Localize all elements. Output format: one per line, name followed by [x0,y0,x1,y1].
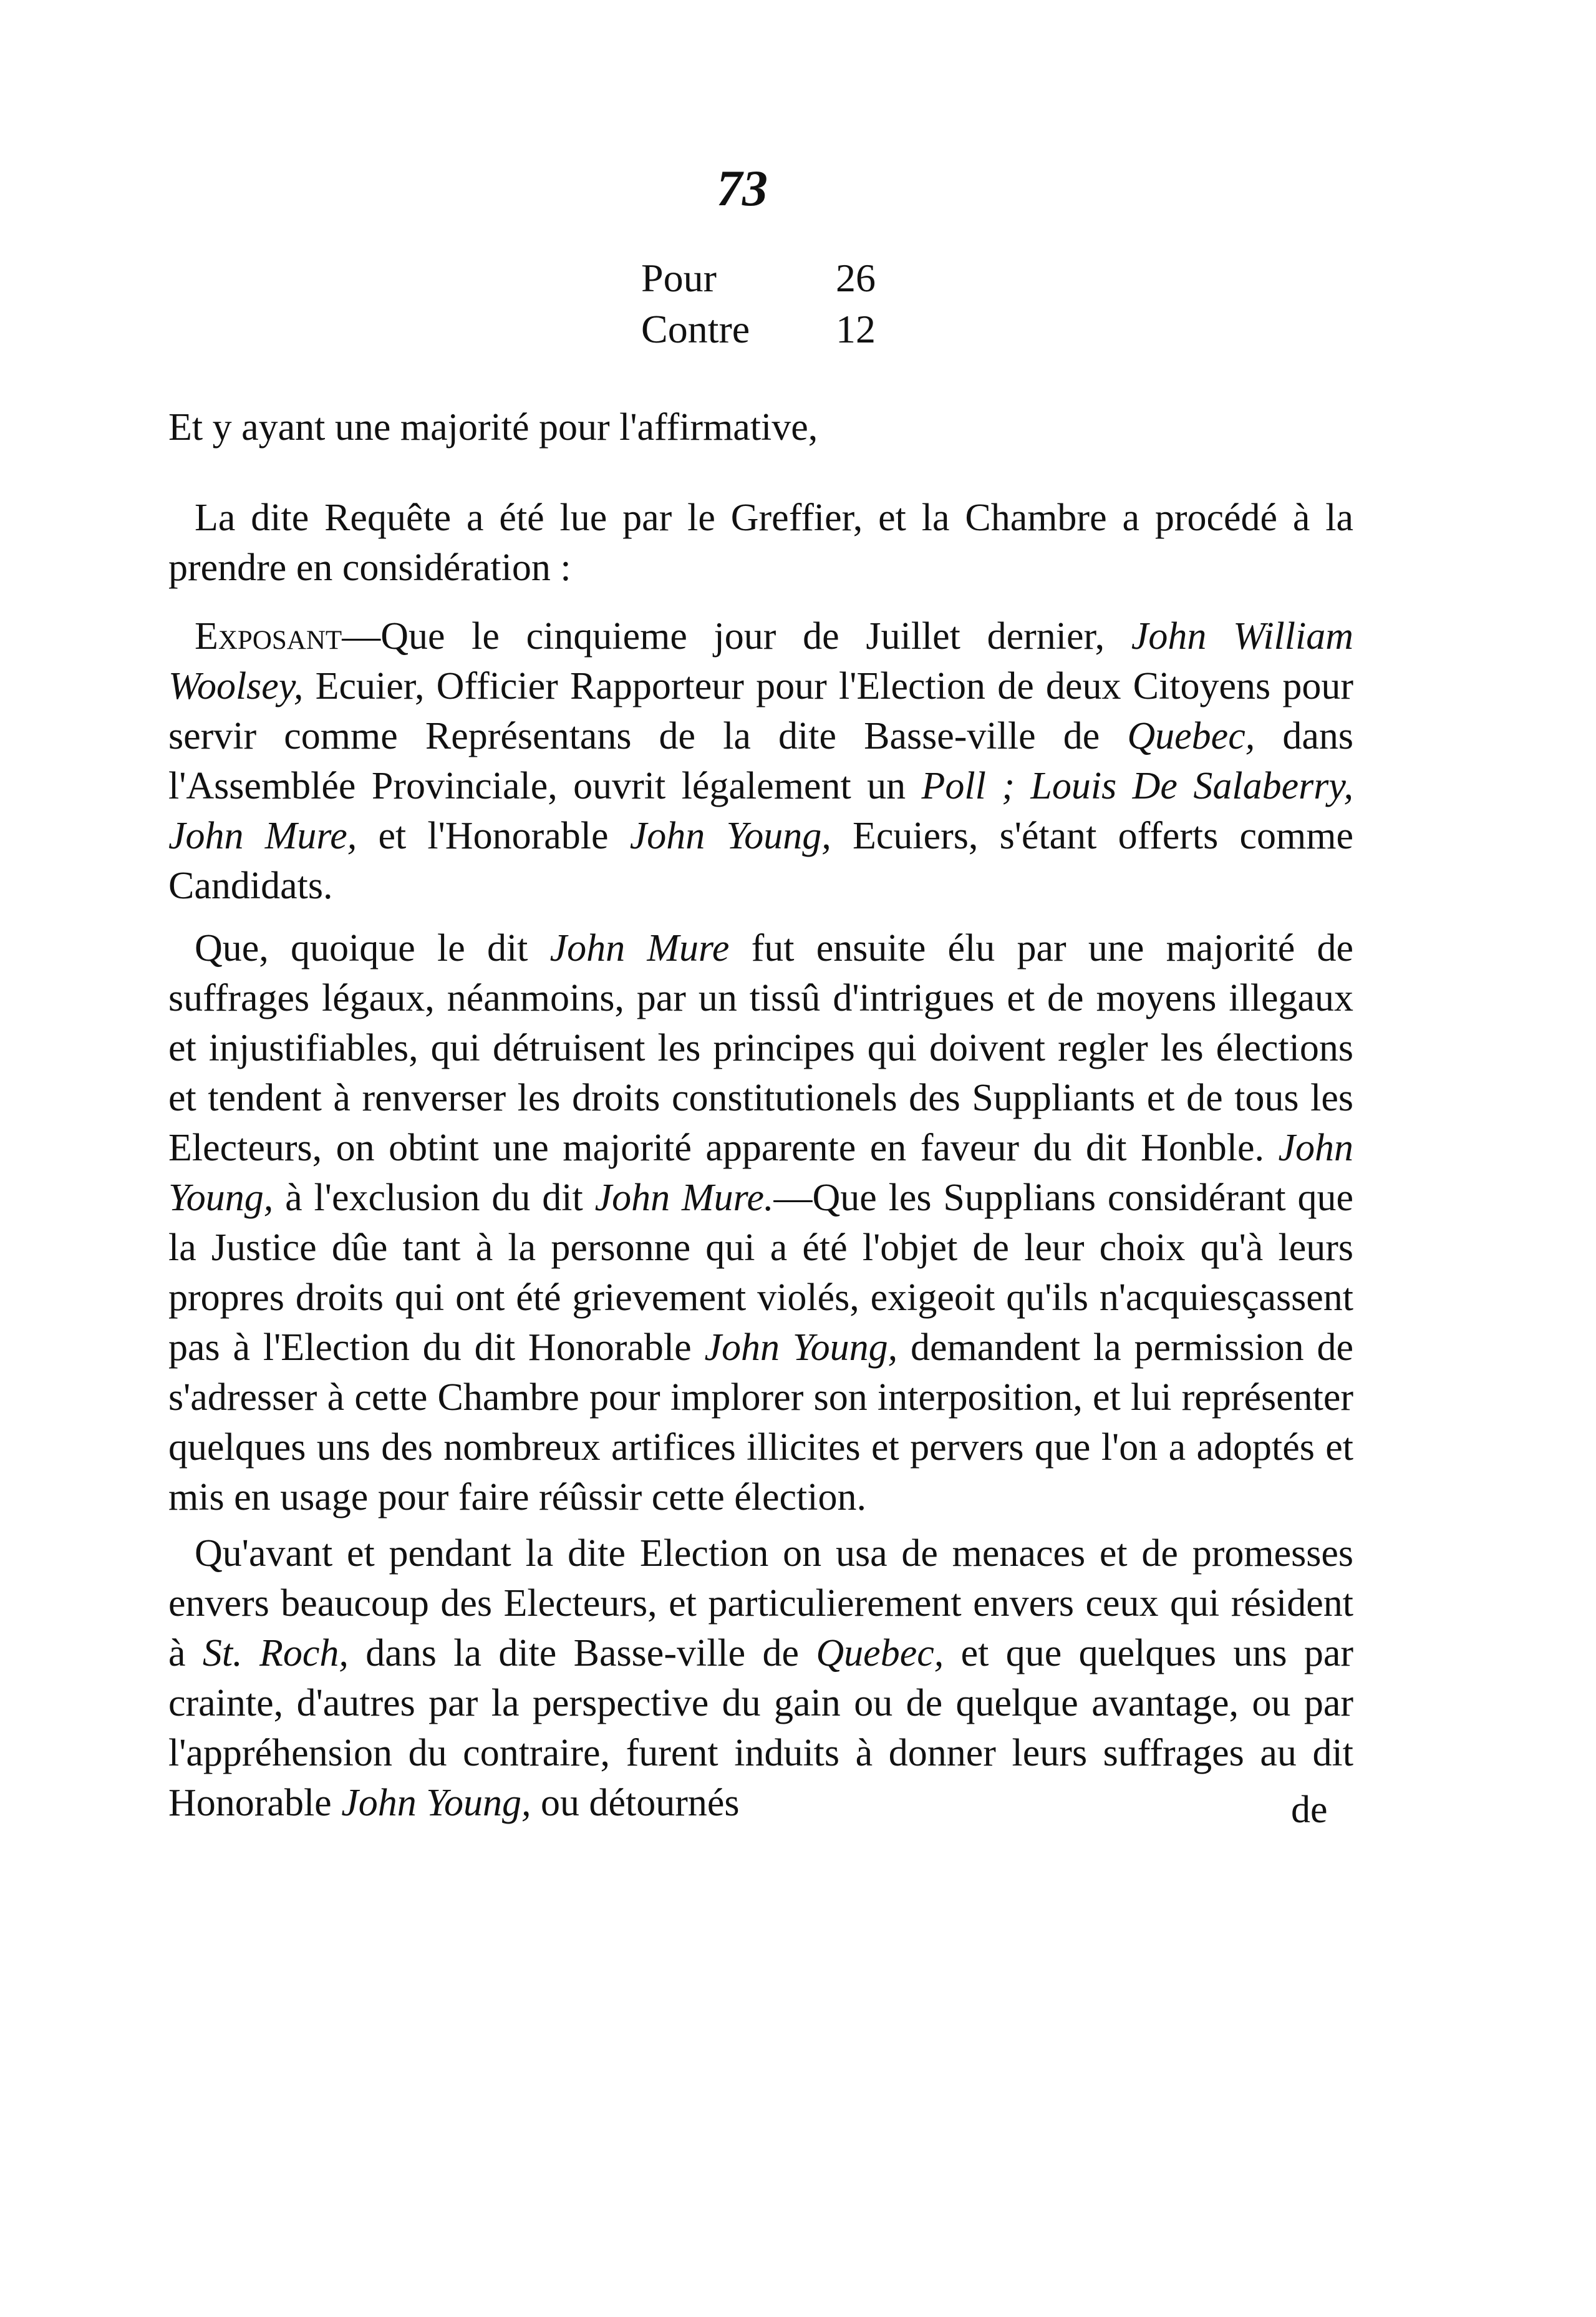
text-run [1015,765,1030,807]
text-run: dans l'Assemblée Provinciale, ouvrit légalement un [168,715,1353,807]
text-run: à l'exclusion du dit [273,1177,595,1219]
paragraph-affirmative: Et y ayant une majorité pour l'affirmative, [168,406,818,449]
text-run: demandent la permission de s'adresser à cette Chambre pour implorer son interposition, et lui représenter quelques uns des nombreux artifices illicites et pervers que l'on a adoptés et mis en usage pour faire réûssir cette élection. [168,1326,1353,1518]
text-run: Que, quoique le dit [195,927,550,969]
vote-label: Contre [641,307,750,351]
paragraph-que-quoique [168,923,1353,1522]
name-run: John Young, [704,1326,898,1369]
name-run: St. Roch, [202,1632,349,1674]
text-run: —Que le cinquieme jour de Juillet dernier, [342,615,1131,658]
paragraph-requete: La dite Requête a été lue par le Greffier, et la Chambre a procédé à la prendre en considération : [168,497,1353,589]
text-run: Qu'avant et pendant la dite Election on usa de menaces et de promesses envers beaucoup des Electeurs, et particulierement envers ceux qui résident à [168,1532,1353,1674]
vote-label: Pour [641,256,717,300]
name-run: John Young, [341,1782,531,1824]
text-run: et que quelques uns par crainte, d'autres par la perspective du gain ou de quelque avantage, ou par l'appréhension du contraire, furent induits à donner leurs suffrages au dit Honorable [168,1632,1353,1824]
name-run: Louis De Salaberry, [1030,765,1353,807]
name-run: John Mure. [594,1177,774,1219]
paragraph-quavant [168,1528,1353,1828]
name-run: John Mure, [168,815,357,857]
exposant-lead: Exposant [195,615,342,658]
name-run: Poll ; [921,765,1015,807]
name-run: John Mure [549,927,730,969]
name-run: Quebec, [816,1632,944,1674]
catchword: de [1291,1789,1328,1831]
text-run: et l'Honorable [357,815,630,857]
text-run: —Que les Supplians considérant que la Justice dûe tant à la personne qui a été l'objet de leur choix qu'à leurs propres droits qui ont été grievement violés, exigeoit qu'ils n'acquiesçassent pas à l'Election du dit Honorable [168,1177,1354,1369]
vote-count: 26 [836,256,876,300]
name-run: Quebec, [1127,715,1255,757]
name-run: John Young, [629,815,831,857]
text-run: dans la dite Basse-ville de [348,1632,816,1674]
paragraph-exposant [168,611,1353,911]
page-number: 73 [717,160,768,216]
name-run: John William Woolsey, [168,615,1353,707]
name-run: John Young, [168,1127,1353,1219]
text-run: ou détournés [531,1782,740,1824]
vote-row-pour [641,253,876,304]
text-run: Ecuier, Officier Rapporteur pour l'Election de deux Citoyens pour servir comme Représentans de la dite Basse-ville de [168,665,1353,757]
vote-row-contre [641,304,876,355]
text-run: fut ensuite élu par une majorité de suffrages légaux, néanmoins, par un tissû d'intrigues et de moyens illegaux et injustifiables, qui détruisent les principes qui doivent regler les élections et tendent à renverser les droits constitutionels des Suppliants et de tous les Electeurs, on obtint une majorité apparente en faveur du dit Honble. [168,927,1353,1169]
text-run: Ecuiers, s'étant offerts comme Candidats. [168,815,1353,907]
vote-count: 12 [836,307,876,351]
vote-tally [641,253,876,355]
